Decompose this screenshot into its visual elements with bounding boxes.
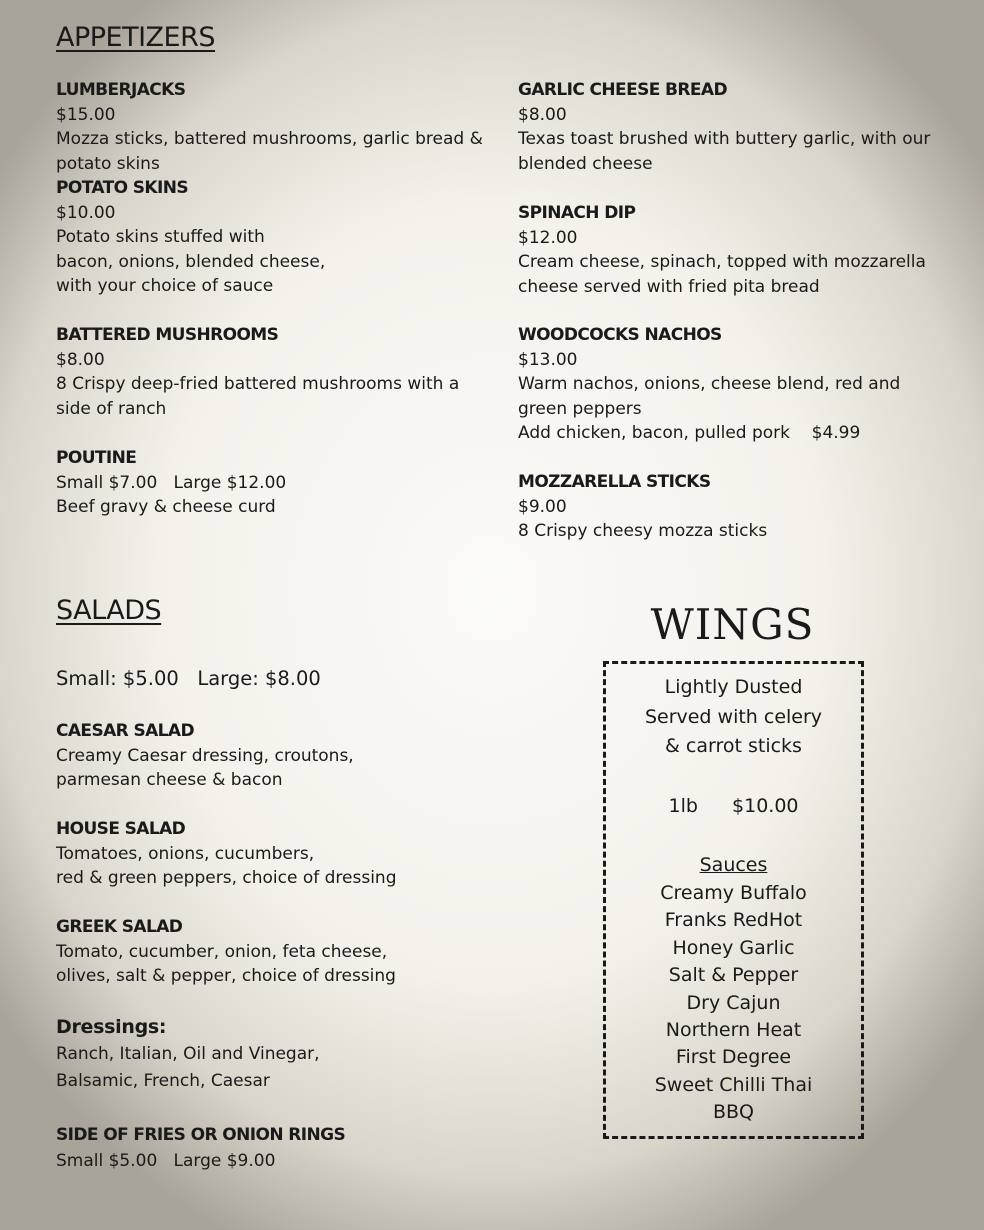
- menu-item-spinach-dip: [518, 201, 958, 299]
- item-price: $10.00: [56, 202, 116, 223]
- menu-item-poutine: [56, 446, 486, 520]
- sauce-item: Franks RedHot: [664, 909, 803, 932]
- item-price: $13.00: [518, 349, 578, 370]
- item-name: GARLIC CHEESE BREAD: [518, 80, 727, 100]
- wings-price-row: [606, 792, 861, 822]
- sauces-heading: Sauces: [699, 854, 768, 876]
- item-description: Tomato, cucumber, onion, feta cheese,: [56, 941, 388, 962]
- item-addon: Add chicken, bacon, pulled pork $4.99: [518, 423, 861, 443]
- sauce-item: Dry Cajun: [686, 991, 781, 1014]
- sauce-item: BBQ: [712, 1101, 755, 1124]
- menu-item-mozzarella-sticks: [518, 470, 958, 544]
- item-price: $8.00: [56, 349, 105, 370]
- sauce-item: First Degree: [675, 1046, 792, 1069]
- item-description: red & green peppers, choice of dressing: [56, 868, 397, 888]
- item-name: POUTINE: [56, 448, 137, 468]
- item-name: GREEK SALAD: [56, 917, 183, 937]
- wings-intro: Lightly Dusted: [664, 676, 803, 698]
- item-description: Beef gravy & cheese curd: [56, 497, 276, 517]
- item-description: 8 Crispy deep-fried battered mushrooms with a: [56, 374, 460, 394]
- item-description: Mozza sticks, battered mushrooms, garlic bread &: [56, 129, 483, 149]
- item-name: HOUSE SALAD: [56, 819, 186, 839]
- appetizers-heading: APPETIZERS: [56, 22, 216, 53]
- salads-heading: SALADS: [56, 595, 162, 626]
- item-price: $12.00: [518, 227, 578, 248]
- item-description: blended cheese: [518, 153, 653, 174]
- sauce-item: Creamy Buffalo: [660, 882, 807, 904]
- item-description: Cream cheese, spinach, topped with mozzarella: [518, 252, 926, 272]
- menu-item-house-salad: [56, 817, 486, 891]
- item-description: Creamy Caesar dressing, croutons,: [56, 745, 354, 766]
- item-description: olives, salt & pepper, choice of dressing: [56, 966, 396, 986]
- item-name: SPINACH DIP: [518, 203, 636, 223]
- item-price: Small $5.00 Large $9.00: [56, 1151, 276, 1171]
- menu-item-lumberjacks: [56, 78, 486, 299]
- item-price: $8.00: [518, 104, 567, 125]
- menu-item-garlic-cheese-bread: [518, 78, 958, 176]
- menu-item-side-fries: [56, 1122, 486, 1174]
- item-description: Potato skins stuffed with: [56, 227, 265, 247]
- wings-intro: Served with celery: [644, 705, 823, 728]
- item-description: cheese served with fried pita bread: [518, 276, 820, 297]
- salad-price: Small: $5.00 Large: $8.00: [56, 667, 321, 690]
- item-price: $9.00: [518, 496, 567, 517]
- item-name: BATTERED MUSHROOMS: [56, 325, 279, 345]
- wings-box: [603, 661, 864, 1139]
- wings-weight: 1lb: [668, 794, 698, 817]
- item-price: $15.00: [56, 104, 116, 125]
- wings-price: $10.00: [732, 794, 799, 817]
- item-description: 8 Crispy cheesy mozza sticks: [518, 521, 768, 541]
- item-name: SIDE OF FRIES OR ONION RINGS: [56, 1125, 346, 1145]
- menu-item-woodcocks-nachos: [518, 323, 958, 446]
- item-name: LUMBERJACKS: [56, 80, 186, 100]
- wings-heading: WINGS: [650, 600, 815, 649]
- item-name: WOODCOCKS NACHOS: [518, 325, 722, 345]
- item-name: CAESAR SALAD: [56, 721, 194, 741]
- dressings-section: [56, 1014, 486, 1095]
- item-price: Small $7.00 Large $12.00: [56, 472, 287, 493]
- item-description: Warm nachos, onions, cheese blend, red and: [518, 374, 901, 394]
- item-description: parmesan cheese & bacon: [56, 770, 283, 790]
- item-name: POTATO SKINS: [56, 178, 189, 198]
- dressings-list: Ranch, Italian, Oil and Vinegar,: [56, 1044, 320, 1064]
- item-description: bacon, onions, blended cheese,: [56, 251, 326, 272]
- sauce-item: Northern Heat: [665, 1019, 802, 1042]
- item-description: side of ranch: [56, 398, 167, 419]
- menu-item-battered-mushrooms: [56, 323, 486, 421]
- wings-intro: & carrot sticks: [665, 735, 802, 757]
- sauce-item: Honey Garlic: [672, 936, 795, 959]
- dressings-list: Balsamic, French, Caesar: [56, 1071, 270, 1091]
- menu-item-caesar-salad: [56, 719, 486, 793]
- item-description: potato skins: [56, 153, 160, 174]
- sauce-item: Sweet Chilli Thai: [654, 1073, 813, 1096]
- dressings-heading: Dressings:: [56, 1016, 167, 1038]
- sauce-item: Salt & Pepper: [668, 964, 799, 987]
- item-description: with your choice of sauce: [56, 276, 274, 296]
- item-description: Tomatoes, onions, cucumbers,: [56, 843, 315, 864]
- item-description: Texas toast brushed with buttery garlic, with our: [518, 129, 931, 149]
- item-description: green peppers: [518, 398, 642, 419]
- menu-item-greek-salad: [56, 915, 486, 989]
- item-name: MOZZARELLA STICKS: [518, 472, 711, 492]
